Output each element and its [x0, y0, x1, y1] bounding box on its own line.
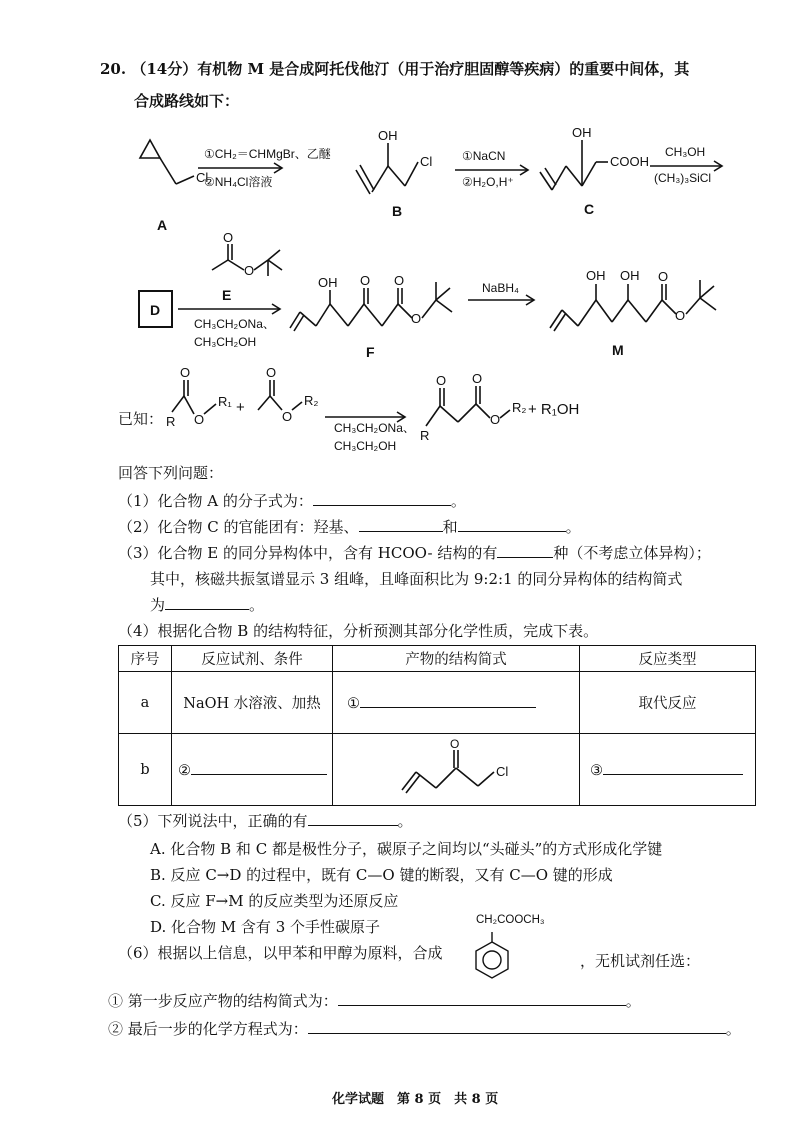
- q5-answer-blank[interactable]: [308, 811, 398, 826]
- known-reagent2: CH₃CH₂OH: [334, 439, 397, 453]
- q6-sub1-end: 。: [625, 992, 641, 1010]
- atom-o-k2: O: [194, 412, 205, 427]
- atom-oh-m1: OH: [586, 268, 606, 283]
- atom-oh-f: OH: [318, 275, 338, 290]
- q6-sub1: [108, 990, 641, 1013]
- q4-row-b-type: [580, 734, 756, 806]
- atom-r2-p: R₂: [512, 400, 527, 415]
- q6-sub1-text: ① 第一步反应产物的结构简式为：: [108, 992, 338, 1010]
- step4-reagent1: CH₃CH₂ONa、: [194, 317, 275, 331]
- q4-row-b-product: [333, 734, 580, 806]
- atom-r2-k: R₂: [304, 393, 319, 408]
- q3-line3: [150, 594, 264, 617]
- q4-header-row: [119, 646, 756, 672]
- q4-row-a-mark: ①: [347, 696, 360, 712]
- answer-prompt: 回答下列问题：: [118, 464, 224, 482]
- known-plus: +: [236, 399, 245, 416]
- atom-o-f2: O: [394, 273, 405, 288]
- q3-line2: 其中，核磁共振氢谱显示 3 组峰，且峰面积比为 9:2:1 的同分异构体的结构简式: [150, 570, 683, 588]
- atom-o-m2: O: [675, 308, 686, 323]
- question-intro: 有机物 M 是合成阿托伐他汀（用于治疗胆固醇等疾病）的重要中间体，其: [197, 60, 690, 78]
- q5-option-c: C. 反应 F→M 的反应类型为还原反应: [150, 892, 399, 910]
- label-d: D: [150, 302, 161, 318]
- synthesis-route-diagram: [0, 0, 800, 470]
- q5: [118, 810, 413, 833]
- atom-r-p: R: [420, 428, 430, 443]
- atom-o-f1: O: [360, 273, 371, 288]
- step2-reagent1: ①NaCN: [462, 149, 506, 163]
- q5-option-b: B. 反应 C→D 的过程中，既有 C—O 键的断裂，又有 C—O 键的形成: [150, 866, 613, 884]
- q4-header-type: 反应类型: [580, 646, 756, 672]
- q5-text: （5）下列说法中，正确的有: [118, 812, 308, 830]
- page-footer: 化学试题 第 8 页 共 8 页: [332, 1092, 499, 1107]
- label-f: F: [366, 344, 375, 360]
- label-b: B: [392, 203, 403, 219]
- q2-text: （2）化合物 C 的官能团有：羟基、: [118, 518, 359, 536]
- atom-o-m1: O: [658, 269, 669, 284]
- q1-answer-blank[interactable]: [313, 491, 451, 506]
- q3-text-a: （3）化合物 E 的同分异构体中，含有 HCOO- 结构的有: [118, 544, 498, 562]
- q4-row-b-atom-cl: Cl: [496, 763, 509, 779]
- question-score: （14分）: [131, 60, 198, 78]
- q1-text: （1）化合物 A 的分子式为：: [118, 492, 313, 510]
- q4-header-id: 序号: [119, 646, 172, 672]
- atom-cl-a: Cl: [196, 170, 209, 185]
- q4-row-a-type: 取代反应: [580, 672, 756, 734]
- q4-row-b-id: b: [119, 734, 172, 806]
- q2: [118, 516, 581, 539]
- q6-sub1-blank[interactable]: [338, 991, 626, 1006]
- step3-reagent1: CH₃OH: [665, 145, 706, 159]
- label-e: E: [222, 287, 232, 303]
- q6-sub2: [108, 1018, 741, 1041]
- known-byproduct: + R₁OH: [528, 401, 580, 418]
- atom-o-f3: O: [411, 311, 422, 326]
- atom-o-p3: O: [490, 412, 501, 427]
- atom-o-e1: O: [223, 230, 234, 245]
- q2-mid: 和: [442, 518, 458, 536]
- label-a: A: [157, 217, 168, 233]
- q5-option-d: D. 化合物 M 含有 3 个手性碳原子: [150, 918, 381, 936]
- q1: [118, 490, 466, 513]
- atom-o-p2: O: [472, 371, 483, 386]
- q3-end: 。: [249, 596, 265, 614]
- q2-end: 。: [565, 518, 581, 536]
- q3-text-b: 种（不考虑立体异构）；: [553, 544, 711, 562]
- q6-sub2-blank[interactable]: [308, 1019, 726, 1034]
- atom-r1-k: R₁: [218, 394, 232, 409]
- q4-row-b-structure: [386, 738, 526, 798]
- atom-o-p1: O: [436, 373, 447, 388]
- q3-count-blank[interactable]: [497, 543, 553, 558]
- q4-row-b-reagent: [172, 734, 333, 806]
- atom-cl-b: Cl: [420, 154, 433, 169]
- q6-sub2-end: 。: [725, 1020, 741, 1038]
- q6-benzene-ring: [470, 928, 514, 986]
- q3-line1: [118, 542, 711, 565]
- atom-o-k4: O: [282, 409, 293, 424]
- question-number: 20.: [100, 60, 127, 78]
- q2-answer-blank-1[interactable]: [359, 517, 443, 532]
- step4-reagent2: CH₃CH₂OH: [194, 335, 257, 349]
- label-c: C: [584, 201, 595, 217]
- q4-row-a-id: a: [119, 672, 172, 734]
- q4-header-reagent: 反应试剂、条件: [172, 646, 333, 672]
- q3-structure-blank[interactable]: [165, 595, 249, 610]
- atom-o-e2: O: [244, 263, 255, 278]
- q4-row-b-type-blank[interactable]: [603, 760, 743, 775]
- q4-row-b-atom-o: O: [450, 737, 460, 751]
- q6-tail: ，无机试剂任选：: [580, 952, 701, 970]
- step1-reagent2: ②NH₄Cl溶液: [204, 175, 273, 189]
- q4-row-b-type-mark: ③: [590, 763, 603, 779]
- q4-text: （4）根据化合物 B 的结构特征，分析预测其部分化学性质，完成下表。: [118, 622, 599, 640]
- atom-o-k3: O: [266, 365, 277, 380]
- atom-oh-c: OH: [572, 125, 592, 140]
- q5-option-a: A. 化合物 B 和 C 都是极性分子，碳原子之间均以“头碰头”的方式形成化学键: [150, 840, 663, 858]
- atom-cooh-c: COOH: [610, 154, 649, 169]
- q4-row-a-product: [333, 672, 580, 734]
- q5-end: 。: [397, 812, 413, 830]
- q4-row-b-mark: ②: [178, 763, 191, 779]
- atom-oh-m2: OH: [620, 268, 640, 283]
- q2-answer-blank-2[interactable]: [458, 517, 566, 532]
- epoxide-ring: [140, 140, 160, 158]
- q4-header-product: 产物的结构简式: [333, 646, 580, 672]
- known-reagent1: CH₃CH₂ONa、: [334, 421, 415, 435]
- q4-row-b-reagent-blank[interactable]: [191, 760, 327, 775]
- step3-reagent2: (CH₃)₃SiCl: [654, 171, 712, 185]
- known-label: 已知：: [118, 411, 164, 428]
- step1-reagent1: ①CH₂＝CHMgBr、乙醚: [204, 147, 331, 161]
- q6-target-formula: CH₂COOCH₃: [476, 914, 545, 926]
- q6-sub2-text: ② 最后一步的化学方程式为：: [108, 1020, 308, 1038]
- q4-row-a-product-blank[interactable]: [360, 693, 536, 708]
- q4-row-a-reagent: NaOH 水溶液、加热: [172, 672, 333, 734]
- label-m: M: [612, 342, 624, 358]
- q4-row-a: [119, 672, 756, 734]
- q6-text: （6）根据以上信息，以甲苯和甲醇为原料，合成: [118, 944, 443, 962]
- step5-reagent1: NaBH₄: [482, 281, 519, 295]
- q4-table: [118, 645, 756, 806]
- atom-o-k1: O: [180, 365, 191, 380]
- q1-end: 。: [450, 492, 466, 510]
- atom-oh-b: OH: [378, 128, 398, 143]
- q4-row-b: [119, 734, 756, 806]
- question-intro-line2: 合成路线如下：: [134, 92, 240, 110]
- step2-reagent2: ②H₂O,H⁺: [462, 175, 514, 189]
- atom-r-k1: R: [166, 414, 176, 429]
- q3-line3-text: 为: [150, 596, 166, 614]
